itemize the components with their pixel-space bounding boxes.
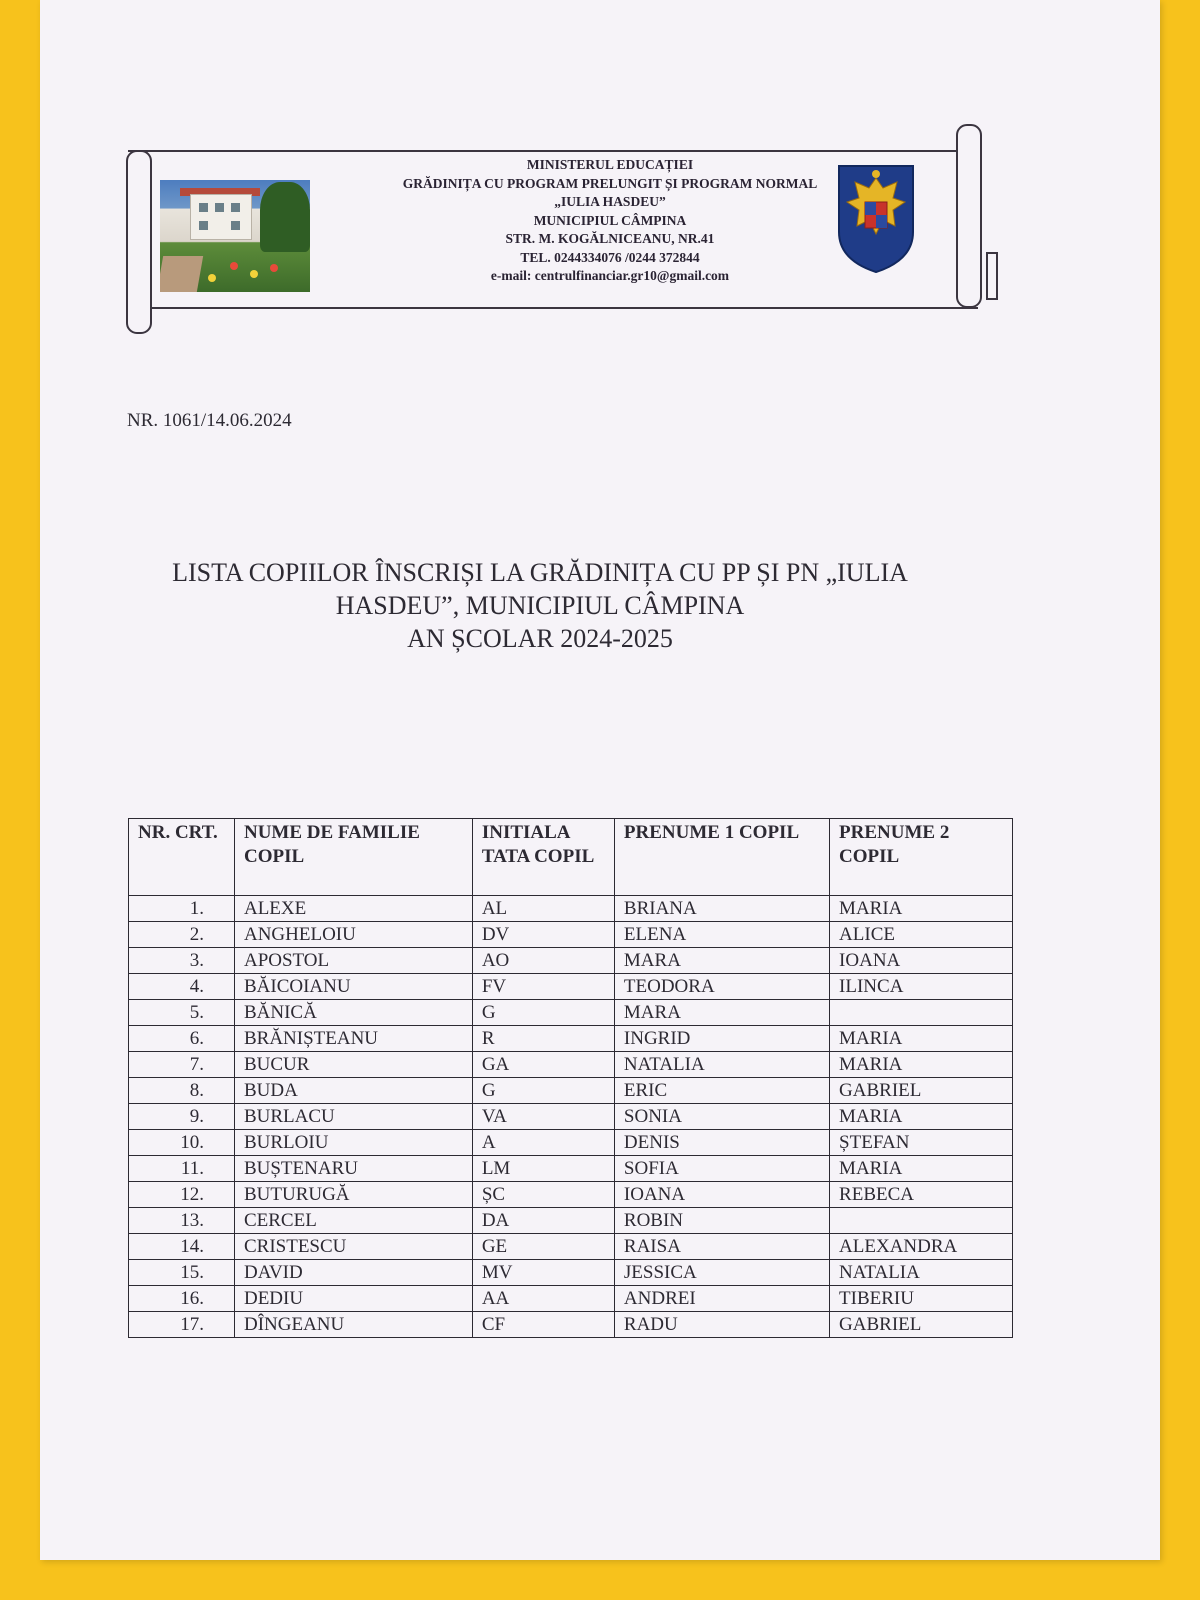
- cell-nr: 7.: [129, 1052, 235, 1078]
- cell-nr: 6.: [129, 1026, 235, 1052]
- school-name-line: „IULIA HASDEU”: [554, 194, 666, 209]
- title-line-1: LISTA COPIILOR ÎNSCRIȘI LA GRĂDINIȚA CU PP ȘI PN „IULIA: [172, 558, 908, 587]
- cell-father-initial: G: [472, 1078, 614, 1104]
- cell-last-name: BĂICOIANU: [234, 974, 472, 1000]
- cell-first-name-1: ELENA: [614, 922, 829, 948]
- cell-father-initial: AA: [472, 1286, 614, 1312]
- table-row: [129, 1208, 1013, 1234]
- school-type-line: GRĂDINIȚA CU PROGRAM PRELUNGIT ȘI PROGRAM NORMAL: [402, 175, 818, 191]
- cell-first-name-1: RADU: [614, 1312, 829, 1338]
- header-father-initial: INITIALA TATA COPIL: [472, 819, 614, 896]
- header-nr-crt: NR. CRT.: [129, 819, 235, 896]
- cell-last-name: APOSTOL: [234, 948, 472, 974]
- cell-last-name: BĂNICĂ: [234, 1000, 472, 1026]
- cell-first-name-2: MARIA: [830, 1052, 1013, 1078]
- cell-nr: 8.: [129, 1078, 235, 1104]
- cell-last-name: BRĂNIȘTEANU: [234, 1026, 472, 1052]
- cell-last-name: CRISTESCU: [234, 1234, 472, 1260]
- cell-first-name-2: MARIA: [830, 1104, 1013, 1130]
- title-line-2: HASDEU”, MUNICIPIUL CÂMPINA: [335, 591, 745, 620]
- cell-first-name-1: SOFIA: [614, 1156, 829, 1182]
- cell-last-name: DÎNGEANU: [234, 1312, 472, 1338]
- cell-father-initial: A: [472, 1130, 614, 1156]
- cell-nr: 17.: [129, 1312, 235, 1338]
- table-row: [129, 1312, 1013, 1338]
- cell-last-name: BUȘTENARU: [234, 1156, 472, 1182]
- cell-nr: 1.: [129, 896, 235, 922]
- cell-father-initial: FV: [472, 974, 614, 1000]
- cell-first-name-1: NATALIA: [614, 1052, 829, 1078]
- table-row: [129, 1182, 1013, 1208]
- cell-nr: 4.: [129, 974, 235, 1000]
- cell-father-initial: R: [472, 1026, 614, 1052]
- cell-last-name: ALEXE: [234, 896, 472, 922]
- cell-first-name-1: JESSICA: [614, 1260, 829, 1286]
- cell-first-name-1: MARA: [614, 948, 829, 974]
- cell-nr: 16.: [129, 1286, 235, 1312]
- cell-last-name: BURLOIU: [234, 1130, 472, 1156]
- cell-father-initial: VA: [472, 1104, 614, 1130]
- cell-father-initial: MV: [472, 1260, 614, 1286]
- cell-first-name-2: ȘTEFAN: [830, 1130, 1013, 1156]
- cell-nr: 3.: [129, 948, 235, 974]
- header-first-name-1: PRENUME 1 COPIL: [614, 819, 829, 896]
- cell-nr: 10.: [129, 1130, 235, 1156]
- table-row: [129, 974, 1013, 1000]
- cell-first-name-1: BRIANA: [614, 896, 829, 922]
- cell-last-name: BURLACU: [234, 1104, 472, 1130]
- table-row: [129, 1156, 1013, 1182]
- cell-nr: 14.: [129, 1234, 235, 1260]
- letterhead-text: [340, 156, 880, 286]
- cell-first-name-2: REBECA: [830, 1182, 1013, 1208]
- cell-father-initial: GE: [472, 1234, 614, 1260]
- table-row: [129, 1026, 1013, 1052]
- cell-first-name-2: [830, 1208, 1013, 1234]
- cell-father-initial: AO: [472, 948, 614, 974]
- cell-last-name: BUDA: [234, 1078, 472, 1104]
- table-row: [129, 1286, 1013, 1312]
- table-row: [129, 1234, 1013, 1260]
- cell-father-initial: CF: [472, 1312, 614, 1338]
- table-row: [129, 1052, 1013, 1078]
- cell-first-name-2: IOANA: [830, 948, 1013, 974]
- coat-of-arms-icon: [835, 162, 917, 276]
- cell-nr: 15.: [129, 1260, 235, 1286]
- municipality-line: MUNICIPIUL CÂMPINA: [533, 212, 687, 228]
- document-number: NR. 1061/14.06.2024: [127, 410, 292, 431]
- cell-last-name: CERCEL: [234, 1208, 472, 1234]
- cell-first-name-1: MARA: [614, 1000, 829, 1026]
- cell-father-initial: LM: [472, 1156, 614, 1182]
- cell-nr: 13.: [129, 1208, 235, 1234]
- table-row: [129, 948, 1013, 974]
- cell-nr: 5.: [129, 1000, 235, 1026]
- cell-first-name-1: INGRID: [614, 1026, 829, 1052]
- table-row: [129, 922, 1013, 948]
- cell-first-name-1: DENIS: [614, 1130, 829, 1156]
- table-header-row: [129, 819, 1013, 896]
- cell-last-name: DEDIU: [234, 1286, 472, 1312]
- cell-first-name-2: [830, 1000, 1013, 1026]
- phone-line: TEL. 0244334076 /0244 372844: [520, 249, 700, 265]
- ministry-line: MINISTERUL EDUCAȚIEI: [526, 157, 694, 172]
- address-line: STR. M. KOGĂLNICEANU, NR.41: [505, 231, 715, 246]
- cell-nr: 12.: [129, 1182, 235, 1208]
- cell-father-initial: DA: [472, 1208, 614, 1234]
- cell-last-name: BUCUR: [234, 1052, 472, 1078]
- cell-first-name-2: ALICE: [830, 922, 1013, 948]
- table-row: [129, 1000, 1013, 1026]
- header-first-name-2: PRENUME 2 COPIL: [830, 819, 1013, 896]
- cell-first-name-1: SONIA: [614, 1104, 829, 1130]
- document-title: [90, 556, 990, 655]
- cell-father-initial: DV: [472, 922, 614, 948]
- cell-first-name-2: MARIA: [830, 1026, 1013, 1052]
- cell-first-name-2: MARIA: [830, 896, 1013, 922]
- cell-first-name-1: TEODORA: [614, 974, 829, 1000]
- cell-nr: 2.: [129, 922, 235, 948]
- cell-last-name: DAVID: [234, 1260, 472, 1286]
- cell-first-name-2: TIBERIU: [830, 1286, 1013, 1312]
- cell-father-initial: GA: [472, 1052, 614, 1078]
- header-last-name: NUME DE FAMILIE COPIL: [234, 819, 472, 896]
- cell-first-name-2: ILINCA: [830, 974, 1013, 1000]
- scroll-roll-right: [956, 124, 982, 308]
- scroll-roll-left: [126, 150, 152, 334]
- cell-first-name-2: GABRIEL: [830, 1078, 1013, 1104]
- cell-first-name-2: NATALIA: [830, 1260, 1013, 1286]
- cell-first-name-1: IOANA: [614, 1182, 829, 1208]
- cell-first-name-1: RAISA: [614, 1234, 829, 1260]
- cell-first-name-2: MARIA: [830, 1156, 1013, 1182]
- title-line-3: AN ȘCOLAR 2024-2025: [407, 624, 673, 653]
- cell-nr: 11.: [129, 1156, 235, 1182]
- cell-first-name-1: ERIC: [614, 1078, 829, 1104]
- children-list-table: [128, 818, 1013, 1338]
- cell-first-name-2: ALEXANDRA: [830, 1234, 1013, 1260]
- table-row: [129, 1260, 1013, 1286]
- cell-first-name-1: ANDREI: [614, 1286, 829, 1312]
- email-line: e-mail: centrulfinanciar.gr10@gmail.com: [490, 268, 730, 283]
- table-row: [129, 1104, 1013, 1130]
- cell-last-name: ANGHELOIU: [234, 922, 472, 948]
- table-row: [129, 896, 1013, 922]
- table-row: [129, 1130, 1013, 1156]
- cell-last-name: BUTURUGĂ: [234, 1182, 472, 1208]
- cell-father-initial: G: [472, 1000, 614, 1026]
- cell-father-initial: AL: [472, 896, 614, 922]
- cell-nr: 9.: [129, 1104, 235, 1130]
- cell-first-name-1: ROBIN: [614, 1208, 829, 1234]
- kindergarten-photo: [160, 180, 310, 292]
- table-row: [129, 1078, 1013, 1104]
- cell-father-initial: ȘC: [472, 1182, 614, 1208]
- scroll-tab: [986, 252, 998, 300]
- cell-first-name-2: GABRIEL: [830, 1312, 1013, 1338]
